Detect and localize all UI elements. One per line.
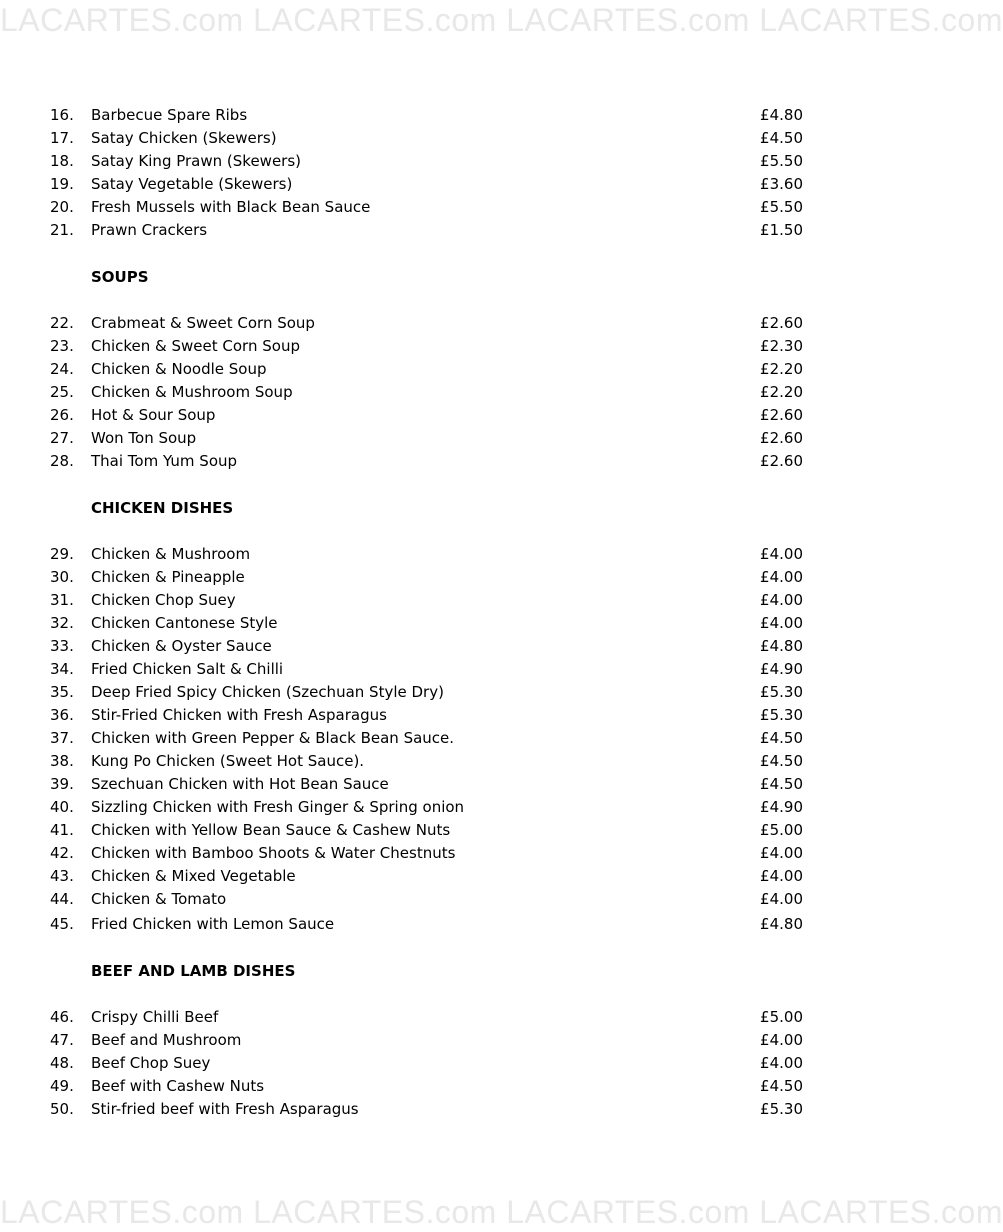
menu-item xyxy=(0,404,870,427)
menu-item xyxy=(0,796,870,819)
item-price: £4.80 xyxy=(760,106,803,124)
item-price: £1.50 xyxy=(760,221,803,239)
item-name: Chicken & Mushroom Soup xyxy=(91,383,293,401)
menu-item xyxy=(0,543,870,566)
item-price: £4.90 xyxy=(760,660,803,678)
item-price: £5.00 xyxy=(760,1008,803,1026)
item-number: 35. xyxy=(50,683,74,701)
item-number: 49. xyxy=(50,1077,74,1095)
menu-item xyxy=(0,612,870,635)
menu-item xyxy=(0,219,870,242)
item-number: 47. xyxy=(50,1031,74,1049)
watermark-bottom: LACARTES.com LACARTES.com LACARTES.com LACARTES.com xyxy=(0,1194,1003,1230)
item-name: Chicken & Noodle Soup xyxy=(91,360,267,378)
menu-item xyxy=(0,173,870,196)
item-name: Crispy Chilli Beef xyxy=(91,1008,219,1026)
item-name: Chicken & Oyster Sauce xyxy=(91,637,272,655)
item-number: 19. xyxy=(50,175,74,193)
item-number: 40. xyxy=(50,798,74,816)
item-number: 46. xyxy=(50,1008,74,1026)
menu-item xyxy=(0,1029,870,1052)
item-number: 25. xyxy=(50,383,74,401)
menu-item xyxy=(0,1006,870,1029)
item-name: Kung Po Chicken (Sweet Hot Sauce). xyxy=(91,752,365,770)
item-number: 31. xyxy=(50,591,74,609)
menu-item xyxy=(0,127,870,150)
watermark-top: LACARTES.com LACARTES.com LACARTES.com LACARTES.com xyxy=(0,2,1003,38)
item-number: 23. xyxy=(50,337,74,355)
menu-item xyxy=(0,450,870,473)
item-price: £4.00 xyxy=(760,1031,803,1049)
menu-item xyxy=(0,727,870,750)
item-price: £4.00 xyxy=(760,890,803,908)
item-price: £4.80 xyxy=(760,915,803,933)
item-name: Deep Fried Spicy Chicken (Szechuan Style Dry) xyxy=(91,683,444,701)
menu-item xyxy=(0,888,870,911)
menu-item xyxy=(0,427,870,450)
menu-item xyxy=(0,589,870,612)
menu-item xyxy=(0,1098,870,1121)
item-number: 45. xyxy=(50,915,74,933)
item-name: Fresh Mussels with Black Bean Sauce xyxy=(91,198,371,216)
item-name: Chicken & Mixed Vegetable xyxy=(91,867,296,885)
item-price: £5.30 xyxy=(760,683,803,701)
item-price: £4.90 xyxy=(760,798,803,816)
item-name: Crabmeat & Sweet Corn Soup xyxy=(91,314,315,332)
item-number: 28. xyxy=(50,452,74,470)
item-number: 34. xyxy=(50,660,74,678)
item-name: Chicken with Green Pepper & Black Bean Sauce. xyxy=(91,729,455,747)
item-price: £5.30 xyxy=(760,706,803,724)
menu-item xyxy=(0,312,870,335)
menu-item xyxy=(0,658,870,681)
item-price: £4.50 xyxy=(760,129,803,147)
item-price: £4.00 xyxy=(760,568,803,586)
item-name: Beef Chop Suey xyxy=(91,1054,211,1072)
item-price: £4.00 xyxy=(760,844,803,862)
item-number: 26. xyxy=(50,406,74,424)
item-name: Chicken & Pineapple xyxy=(91,568,245,586)
menu-item xyxy=(0,750,870,773)
item-number: 36. xyxy=(50,706,74,724)
item-name: Satay King Prawn (Skewers) xyxy=(91,152,301,170)
item-price: £2.60 xyxy=(760,406,803,424)
item-name: Chicken & Tomato xyxy=(91,890,227,908)
menu-item xyxy=(0,681,870,704)
item-price: £5.00 xyxy=(760,821,803,839)
item-number: 30. xyxy=(50,568,74,586)
item-name: Thai Tom Yum Soup xyxy=(91,452,238,470)
item-name: Szechuan Chicken with Hot Bean Sauce xyxy=(91,775,389,793)
item-name: Stir-fried beef with Fresh Asparagus xyxy=(91,1100,359,1118)
item-price: £4.50 xyxy=(760,1077,803,1095)
item-number: 27. xyxy=(50,429,74,447)
item-name: Fried Chicken with Lemon Sauce xyxy=(91,915,335,933)
item-name: Chicken with Yellow Bean Sauce & Cashew Nuts xyxy=(91,821,451,839)
item-number: 22. xyxy=(50,314,74,332)
item-price: £4.00 xyxy=(760,867,803,885)
item-price: £4.50 xyxy=(760,775,803,793)
menu-item xyxy=(0,566,870,589)
item-number: 41. xyxy=(50,821,74,839)
item-price: £2.60 xyxy=(760,429,803,447)
item-price: £5.50 xyxy=(760,198,803,216)
item-price: £5.30 xyxy=(760,1100,803,1118)
menu-item xyxy=(0,704,870,727)
item-name: Prawn Crackers xyxy=(91,221,208,239)
item-price: £4.00 xyxy=(760,1054,803,1072)
item-price: £4.00 xyxy=(760,545,803,563)
item-name: Satay Chicken (Skewers) xyxy=(91,129,277,147)
item-number: 18. xyxy=(50,152,74,170)
item-name: Barbecue Spare Ribs xyxy=(91,106,248,124)
item-price: £4.50 xyxy=(760,729,803,747)
item-number: 37. xyxy=(50,729,74,747)
menu-item xyxy=(0,196,870,219)
item-number: 16. xyxy=(50,106,74,124)
menu-item xyxy=(0,335,870,358)
item-number: 24. xyxy=(50,360,74,378)
item-name: Hot & Sour Soup xyxy=(91,406,216,424)
item-name: Satay Vegetable (Skewers) xyxy=(91,175,293,193)
item-price: £3.60 xyxy=(760,175,803,193)
item-name: Stir-Fried Chicken with Fresh Asparagus xyxy=(91,706,387,724)
item-number: 48. xyxy=(50,1054,74,1072)
section-heading-beef-lamb: BEEF AND LAMB DISHES xyxy=(91,962,296,980)
item-price: £2.30 xyxy=(760,337,803,355)
menu-item xyxy=(0,381,870,404)
menu-item xyxy=(0,635,870,658)
item-price: £4.00 xyxy=(760,614,803,632)
item-number: 17. xyxy=(50,129,74,147)
item-number: 43. xyxy=(50,867,74,885)
menu-item xyxy=(0,913,870,936)
item-price: £5.50 xyxy=(760,152,803,170)
item-name: Chicken & Mushroom xyxy=(91,545,251,563)
item-name: Chicken Chop Suey xyxy=(91,591,236,609)
item-price: £4.00 xyxy=(760,591,803,609)
item-name: Chicken & Sweet Corn Soup xyxy=(91,337,300,355)
item-price: £4.80 xyxy=(760,637,803,655)
item-name: Sizzling Chicken with Fresh Ginger & Spring onion xyxy=(91,798,465,816)
item-number: 21. xyxy=(50,221,74,239)
item-number: 29. xyxy=(50,545,74,563)
item-number: 38. xyxy=(50,752,74,770)
item-name: Chicken Cantonese Style xyxy=(91,614,278,632)
menu-item xyxy=(0,819,870,842)
menu-item xyxy=(0,773,870,796)
menu-item xyxy=(0,358,870,381)
item-price: £2.60 xyxy=(760,452,803,470)
section-heading-chicken: CHICKEN DISHES xyxy=(91,499,234,517)
item-price: £2.20 xyxy=(760,360,803,378)
item-name: Chicken with Bamboo Shoots & Water Chestnuts xyxy=(91,844,456,862)
item-number: 20. xyxy=(50,198,74,216)
menu-item xyxy=(0,842,870,865)
item-price: £2.60 xyxy=(760,314,803,332)
item-name: Beef and Mushroom xyxy=(91,1031,242,1049)
item-name: Beef with Cashew Nuts xyxy=(91,1077,265,1095)
item-number: 39. xyxy=(50,775,74,793)
menu-item xyxy=(0,150,870,173)
item-number: 44. xyxy=(50,890,74,908)
menu-item xyxy=(0,865,870,888)
item-number: 42. xyxy=(50,844,74,862)
menu-item xyxy=(0,104,870,127)
item-number: 50. xyxy=(50,1100,74,1118)
item-name: Fried Chicken Salt & Chilli xyxy=(91,660,284,678)
menu-item xyxy=(0,1075,870,1098)
item-price: £2.20 xyxy=(760,383,803,401)
item-name: Won Ton Soup xyxy=(91,429,197,447)
section-heading-soups: SOUPS xyxy=(91,268,149,286)
item-number: 33. xyxy=(50,637,74,655)
item-price: £4.50 xyxy=(760,752,803,770)
item-number: 32. xyxy=(50,614,74,632)
menu-item xyxy=(0,1052,870,1075)
